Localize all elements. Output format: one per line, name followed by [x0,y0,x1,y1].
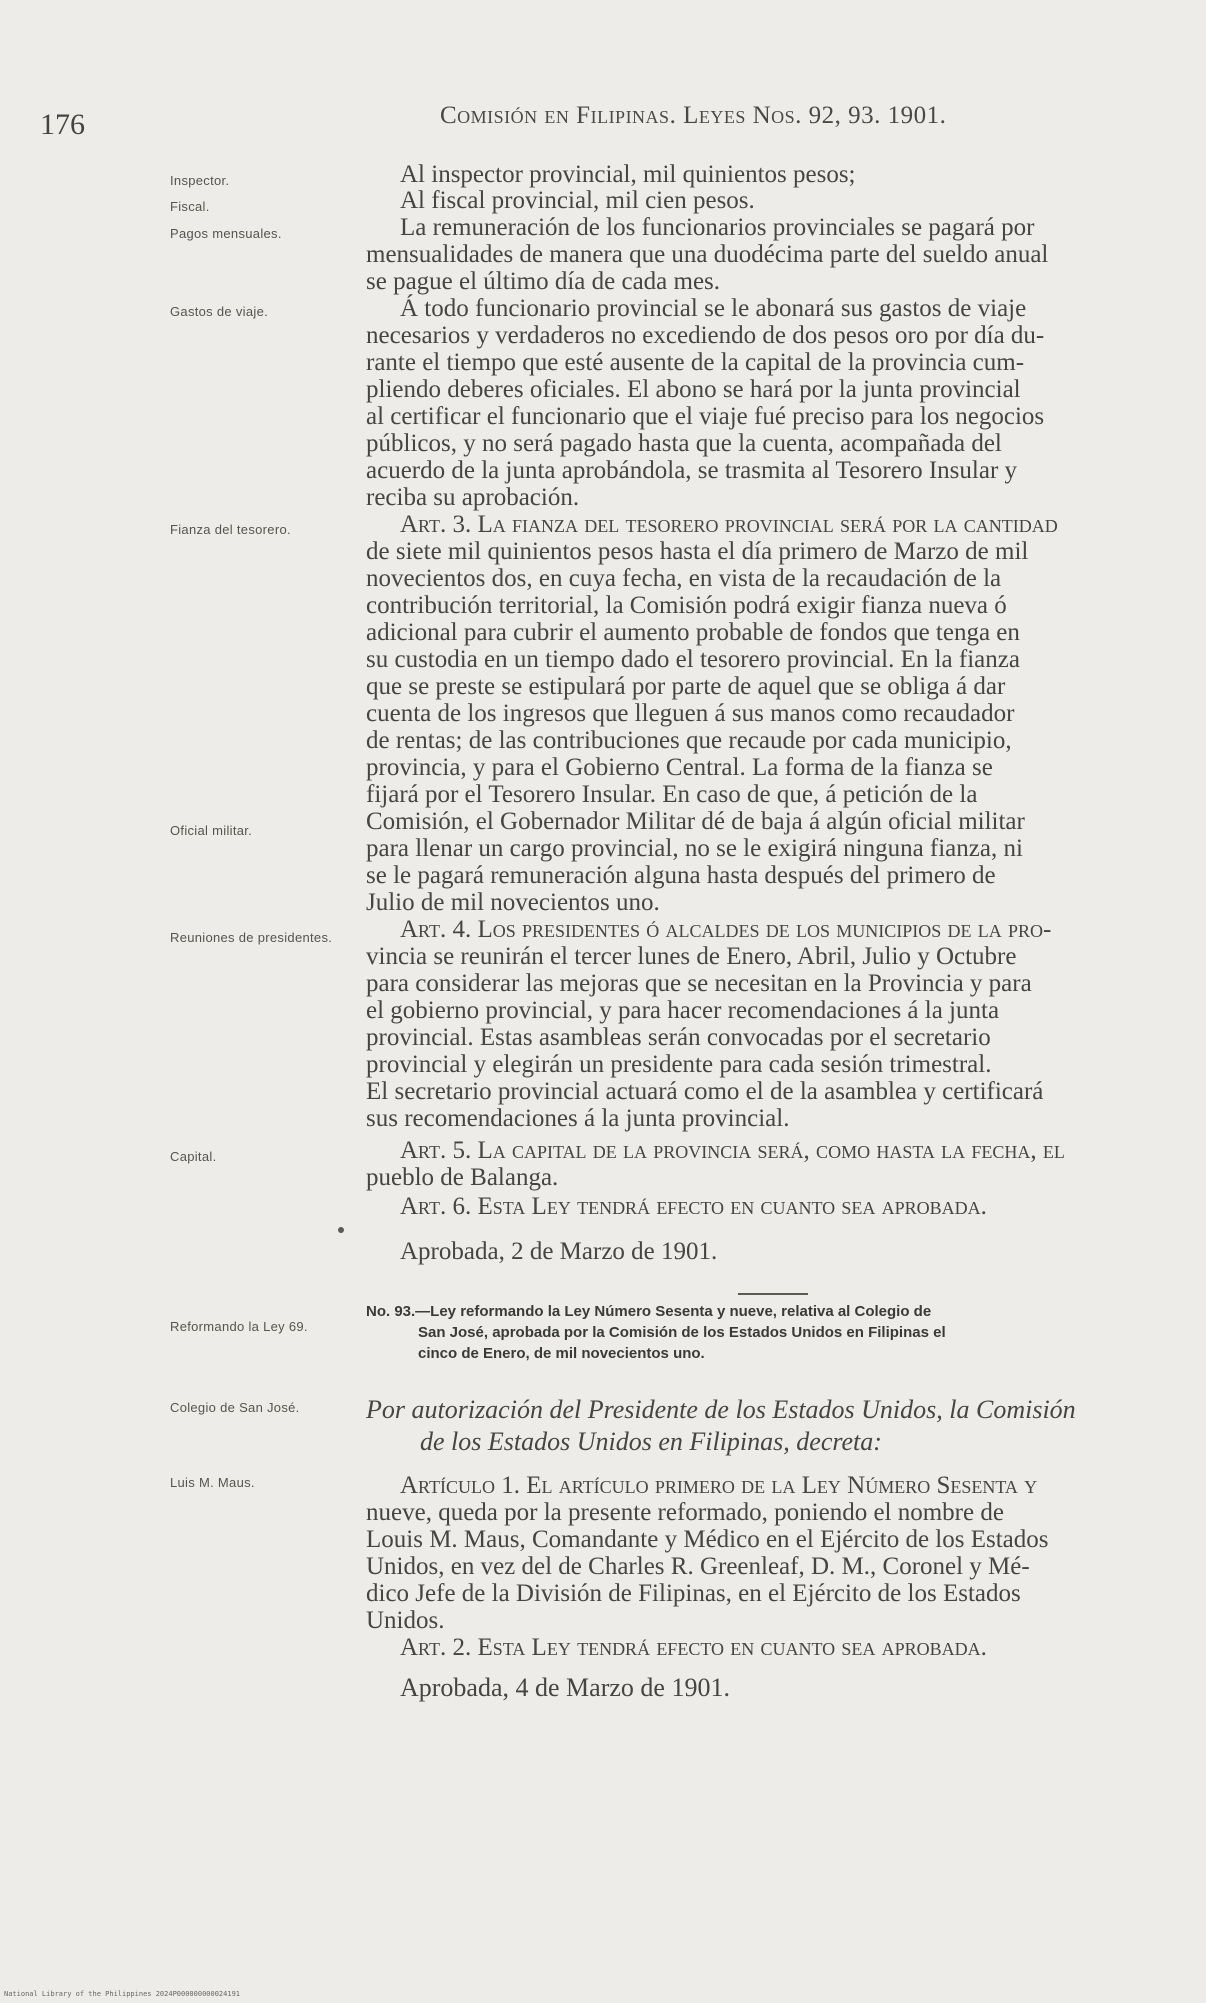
heading-line: No. 93.—Ley reformando la Ley Número Sesenta y nueve, relativa al Colegio de [366,1303,932,1320]
section-divider [738,1293,808,1295]
text-line: novecientos dos, en cuya fecha, en vista de la recaudación de la [366,565,1002,592]
text-line: Al fiscal provincial, mil cien pesos. [400,187,755,214]
library-stamp: National Library of the Philippines 2024P000000000024191 [4,1990,241,1998]
text-line: Art. 3. La fianza del tesorero provincial será por la cantidad [400,511,1058,538]
margin-note-reuniones: Reuniones de presidentes. [170,930,333,945]
text-line: provincial y elegirán un presidente para cada sesión trimestral. [366,1051,992,1078]
text-line: Louis M. Maus, Comandante y Médico en el Ejército de los Estados [366,1526,1049,1553]
text-line: Art. 6. Esta Ley tendrá efecto en cuanto sea aprobada. [400,1193,987,1220]
text-line: adicional para cubrir el aumento probable de fondos que tenga en [366,619,1020,646]
enacting-clause-line: de los Estados Unidos en Filipinas, decreta: [420,1427,882,1456]
page-number: 176 [40,108,85,141]
text-line: para llenar un cargo provincial, no se le exigirá ninguna fianza, ni [366,835,1023,862]
text-line: al certificar el funcionario que el viaje fué preciso para los negocios [366,403,1045,430]
text-line: se pague el último día de cada mes. [366,268,721,295]
margin-note-colegio: Colegio de San José. [170,1400,300,1415]
text-line: pliendo deberes oficiales. El abono se hará por la junta provincial [366,376,1021,403]
text-line: Art. 5. La capital de la provincia será, como hasta la fecha, el [400,1137,1065,1164]
heading-line: San José, aprobada por la Comisión de los Estados Unidos en Filipinas el [418,1324,946,1341]
text-line: que se preste se estipulará por parte de aquel que se obliga á dar [366,673,1006,700]
text-line: Unidos, en vez del de Charles R. Greenleaf, D. M., Coronel y Mé- [366,1553,1030,1580]
running-title: Comisión en Filipinas. Leyes Nos. 92, 93. 1901. [440,102,947,129]
margin-note-fiscal: Fiscal. [170,199,210,214]
text-line: de siete mil quinientos pesos hasta el día primero de Marzo de mil [366,538,1029,565]
enacting-clause-line: Por autorización del Presidente de los Estados Unidos, la Comisión [366,1395,1076,1424]
margin-note-reformando: Reformando la Ley 69. [170,1319,308,1334]
margin-note-fianza: Fianza del tesorero. [170,522,291,537]
text-line: reciba su aprobación. [366,484,580,511]
heading-line: cinco de Enero, de mil novecientos uno. [418,1345,705,1362]
text-line: su custodia en un tiempo dado el tesorero provincial. En la fianza [366,646,1020,673]
margin-note-gastos: Gastos de viaje. [170,304,269,319]
text-line: de rentas; de las contribuciones que recaude por cada municipio, [366,727,1012,754]
text-line: públicos, y no será pagado hasta que la cuenta, acompañada del [366,430,1002,457]
text-line: fijará por el Tesorero Insular. En caso de que, á petición de la [366,781,978,808]
text-line: La remuneración de los funcionarios provinciales se pagará por [400,214,1035,241]
text-line: Julio de mil novecientos uno. [366,889,660,916]
margin-note-oficial: Oficial militar. [170,823,253,838]
text-line: Comisión, el Gobernador Militar dé de baja á algún oficial militar [366,808,1025,835]
margin-note-maus: Luis M. Maus. [170,1475,255,1490]
text-line: cuenta de los ingresos que lleguen á sus manos como recaudador [366,700,1015,727]
approval-date-law-92: Aprobada, 2 de Marzo de 1901. [400,1238,718,1265]
text-line: necesarios y verdaderos no excediendo de dos pesos oro por día du- [366,322,1045,349]
ink-dot [338,1227,344,1233]
text-line: mensualidades de manera que una duodécima parte del sueldo anual [366,241,1049,268]
text-line: dico Jefe de la División de Filipinas, en el Ejército de los Estados [366,1580,1021,1607]
text-line: provincial. Estas asambleas serán convocadas por el secretario [366,1024,991,1051]
text-line: pueblo de Balanga. [366,1164,559,1191]
text-line: nueve, queda por la presente reformado, poniendo el nombre de [366,1499,1004,1526]
text-line: Art. 2. Esta Ley tendrá efecto en cuanto sea aprobada. [400,1634,987,1661]
text-line: Unidos. [366,1607,445,1634]
text-line: Artículo 1. El artículo primero de la Ley Número Sesenta y [400,1472,1038,1499]
margin-note-capital: Capital. [170,1149,217,1164]
text-line: para considerar las mejoras que se necesitan en la Provincia y para [366,970,1032,997]
text-line: contribución territorial, la Comisión podrá exigir fianza nueva ó [366,592,1007,619]
text-line: sus recomendaciones á la junta provincial. [366,1105,790,1132]
text-line: acuerdo de la junta aprobándola, se trasmita al Tesorero Insular y [366,457,1018,484]
law-93-heading [366,1301,1176,1364]
text-line: se le pagará remuneración alguna hasta después del primero de [366,862,996,889]
text-line: Art. 4. Los presidentes ó alcaldes de los municipios de la pro- [400,916,1052,943]
margin-note-pagos: Pagos mensuales. [170,226,282,241]
text-line: provincia, y para el Gobierno Central. La forma de la fianza se [366,754,993,781]
margin-note-inspector: Inspector. [170,173,230,188]
approval-date-law-93: Aprobada, 4 de Marzo de 1901. [400,1673,730,1702]
text-line: Á todo funcionario provincial se le abonará sus gastos de viaje [400,295,1027,322]
text-line: vincia se reunirán el tercer lunes de Enero, Abril, Julio y Octubre [366,943,1017,970]
text-line: el gobierno provincial, y para hacer recomendaciones á la junta [366,997,1000,1024]
text-line: El secretario provincial actuará como el de la asamblea y certificará [366,1078,1044,1105]
text-line: rante el tiempo que esté ausente de la capital de la provincia cum- [366,349,1025,376]
text-line: Al inspector provincial, mil quinientos pesos; [400,161,856,188]
